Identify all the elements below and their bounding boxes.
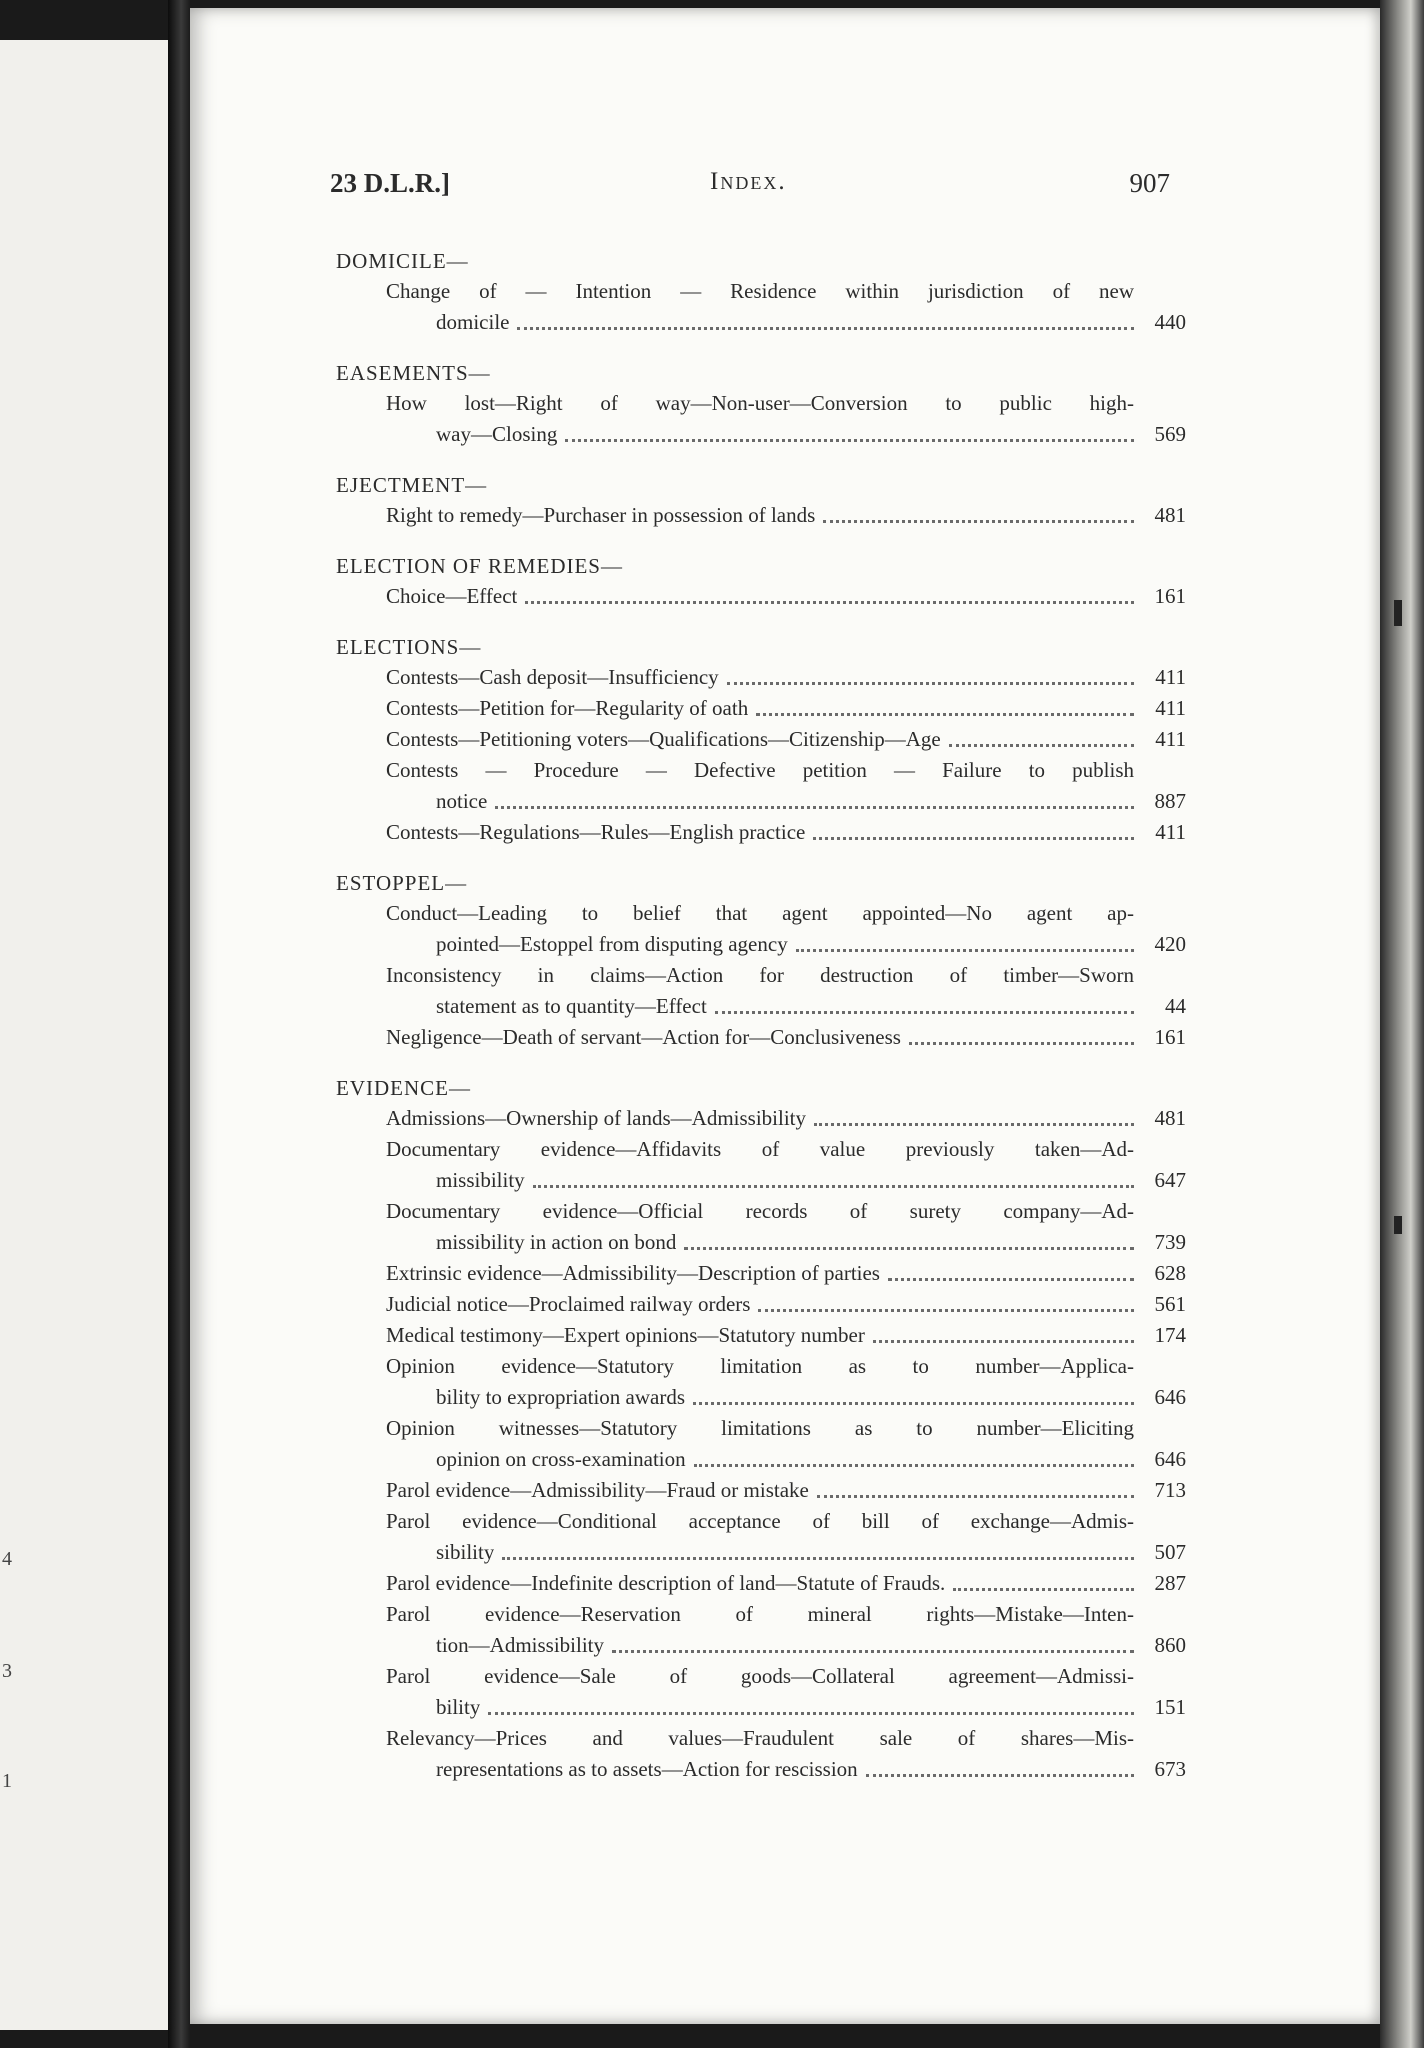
- entry-line: [386, 581, 1186, 612]
- page-number: 907: [1129, 168, 1170, 198]
- index-section: [336, 1073, 1186, 1785]
- index-entry: [386, 1723, 1186, 1785]
- entry-text: Relevancy—Prices and values—Fraudulent sale of shares—Mis-: [386, 1726, 1134, 1750]
- index-entry: [386, 581, 1186, 612]
- entry-text: sibility: [436, 1540, 495, 1564]
- section-heading: EVIDENCE—: [336, 1076, 471, 1100]
- entry-line: [386, 1537, 1186, 1568]
- dot-leader: [953, 1576, 1134, 1591]
- dot-leader: [533, 1173, 1134, 1188]
- entry-line: [386, 898, 1186, 929]
- section-heading: ELECTIONS—: [336, 635, 482, 659]
- entry-text: Contests — Procedure — Defective petition — Failure to publish: [386, 758, 1134, 782]
- page-reference: 440: [1154, 310, 1186, 334]
- page-reference: 646: [1154, 1385, 1186, 1409]
- index-entry: [386, 1475, 1186, 1506]
- index-entry: [386, 1103, 1186, 1134]
- entry-line: [386, 1320, 1186, 1351]
- entry-line: [386, 1568, 1186, 1599]
- index-page: [190, 8, 1380, 2024]
- entry-text: tion—Admissibility: [436, 1633, 605, 1657]
- running-header: [330, 168, 1170, 208]
- index-entry: [386, 1599, 1186, 1661]
- index-entry: [386, 1568, 1186, 1599]
- entry-line: [386, 755, 1186, 786]
- section-heading: EJECTMENT—: [336, 473, 488, 497]
- entry-line: [386, 1475, 1186, 1506]
- page-reference: 420: [1154, 932, 1186, 956]
- page-reference: 174: [1154, 1323, 1186, 1347]
- entry-text: missibility: [436, 1168, 525, 1192]
- entry-text: opinion on cross-examination: [436, 1447, 686, 1471]
- entry-line: [386, 929, 1186, 960]
- entry-text: Contests—Petitioning voters—Qualifications—Citizenship—Age: [386, 727, 941, 751]
- entry-text: Opinion witnesses—Statutory limitations as to number—Eliciting: [386, 1416, 1134, 1440]
- index-entry: [386, 693, 1186, 724]
- entry-line: [386, 1196, 1186, 1227]
- entry-text: bility to expropriation awards: [436, 1385, 686, 1409]
- entry-text: missibility in action on bond: [436, 1230, 677, 1254]
- margin-mark: 4: [2, 1548, 12, 1570]
- entry-text: Extrinsic evidence—Admissibility—Description of parties: [386, 1261, 880, 1285]
- entry-text: pointed—Estoppel from disputing agency: [436, 932, 788, 956]
- page-reference: 887: [1154, 789, 1186, 813]
- entry-text: Parol evidence—Indefinite description of land—Statute of Frauds.: [386, 1571, 946, 1595]
- page-reference: 569: [1154, 422, 1186, 446]
- entry-text: Choice—Effect: [386, 584, 518, 608]
- entry-line: [386, 307, 1186, 338]
- page-reference: 161: [1154, 1025, 1186, 1049]
- entry-line: [386, 1289, 1186, 1320]
- entry-line: [386, 1723, 1186, 1754]
- entry-text: Conduct—Leading to belief that agent appointed—No agent ap-: [386, 901, 1134, 925]
- entry-text: Opinion evidence—Statutory limitation as to number—Applica-: [386, 1354, 1134, 1378]
- index-entry: [386, 1320, 1186, 1351]
- dot-leader: [817, 1483, 1134, 1498]
- entry-line: [386, 1022, 1186, 1053]
- section-heading: EASEMENTS—: [336, 361, 491, 385]
- dot-leader: [758, 1297, 1134, 1312]
- entry-line: [386, 419, 1186, 450]
- dot-leader: [495, 794, 1134, 809]
- entry-line: [386, 1413, 1186, 1444]
- index-entry: [386, 1258, 1186, 1289]
- page-reference: 411: [1155, 820, 1186, 844]
- dot-leader: [814, 1111, 1134, 1126]
- dot-leader: [796, 937, 1134, 952]
- page-reference: 646: [1154, 1447, 1186, 1471]
- entry-text: Judicial notice—Proclaimed railway orders: [386, 1292, 751, 1316]
- entry-line: [386, 960, 1186, 991]
- index-entry: [386, 724, 1186, 755]
- page-stack-edge: [1380, 0, 1424, 2048]
- index-entry: [386, 1413, 1186, 1475]
- dot-leader: [727, 670, 1134, 685]
- entry-line: [386, 1165, 1186, 1196]
- dot-leader: [715, 999, 1134, 1014]
- index-entry: [386, 1022, 1186, 1053]
- index-content: [336, 246, 1186, 1805]
- entry-text: way—Closing: [436, 422, 558, 446]
- dot-leader: [949, 732, 1134, 747]
- margin-mark: 3: [2, 1660, 12, 1682]
- dot-leader: [488, 1700, 1134, 1715]
- entry-line: [386, 388, 1186, 419]
- page-reference: 481: [1154, 1106, 1186, 1130]
- page-reference: 161: [1154, 584, 1186, 608]
- dot-leader: [525, 589, 1134, 604]
- entry-line: [386, 276, 1186, 307]
- section-heading: ELECTION OF REMEDIES—: [336, 554, 623, 578]
- entry-text: Inconsistency in claims—Action for destruction of timber—Sworn: [386, 963, 1134, 987]
- index-section: [336, 551, 1186, 612]
- page-reference: 481: [1154, 503, 1186, 527]
- entry-line: [386, 991, 1186, 1022]
- entry-line: [386, 1661, 1186, 1692]
- page-reference: 739: [1154, 1230, 1186, 1254]
- page-reference: 647: [1154, 1168, 1186, 1192]
- entry-line: [386, 786, 1186, 817]
- entry-text: Medical testimony—Expert opinions—Statutory number: [386, 1323, 865, 1347]
- index-section: [336, 358, 1186, 450]
- entry-line: [386, 662, 1186, 693]
- entry-text: Documentary evidence—Official records of surety company—Ad-: [386, 1199, 1134, 1223]
- index-entry: [386, 898, 1186, 960]
- entry-text: bility: [436, 1695, 481, 1719]
- entry-line: [386, 1506, 1186, 1537]
- page-reference: 411: [1155, 727, 1186, 751]
- entry-text: domicile: [436, 310, 510, 334]
- page-reference: 673: [1154, 1757, 1186, 1781]
- dot-leader: [612, 1638, 1134, 1653]
- page-reference: 151: [1154, 1695, 1186, 1719]
- entry-text: notice: [436, 789, 488, 813]
- dot-leader: [756, 701, 1134, 716]
- dot-leader: [823, 508, 1134, 523]
- volume-reference: 23 D.L.R.]: [330, 168, 450, 198]
- index-section: [336, 632, 1186, 848]
- entry-text: Admissions—Ownership of lands—Admissibility: [386, 1106, 807, 1130]
- page-reference: 411: [1155, 665, 1186, 689]
- dot-leader: [502, 1545, 1134, 1560]
- facing-page-edge: [0, 40, 168, 2030]
- entry-text: Negligence—Death of servant—Action for—Conclusiveness: [386, 1025, 901, 1049]
- entry-text: Parol evidence—Reservation of mineral rights—Mistake—Inten-: [386, 1602, 1134, 1626]
- page-reference: 411: [1155, 696, 1186, 720]
- index-entry: [386, 960, 1186, 1022]
- entry-text: Change of — Intention — Residence within jurisdiction of new: [386, 279, 1134, 303]
- index-entry: [386, 755, 1186, 817]
- dot-leader: [565, 427, 1134, 442]
- entry-line: [386, 1444, 1186, 1475]
- dot-leader: [693, 1390, 1134, 1405]
- section-heading: ESTOPPEL—: [336, 871, 468, 895]
- page-reference: 713: [1154, 1478, 1186, 1502]
- page-reference: 628: [1154, 1261, 1186, 1285]
- index-entry: [386, 388, 1186, 450]
- entry-line: [386, 1351, 1186, 1382]
- entry-text: Parol evidence—Conditional acceptance of bill of exchange—Admis-: [386, 1509, 1134, 1533]
- entry-text: Parol evidence—Sale of goods—Collateral agreement—Admissi-: [386, 1664, 1134, 1688]
- entry-line: [386, 500, 1186, 531]
- index-entry: [386, 1506, 1186, 1568]
- entry-text: Right to remedy—Purchaser in possession of lands: [386, 503, 816, 527]
- index-section: [336, 470, 1186, 531]
- page-reference: 507: [1154, 1540, 1186, 1564]
- entry-line: [386, 1692, 1186, 1723]
- page-reference: 860: [1154, 1633, 1186, 1657]
- entry-text: How lost—Right of way—Non-user—Conversion to public high-: [386, 391, 1134, 415]
- page-reference: 287: [1154, 1571, 1186, 1595]
- index-entry: [386, 1661, 1186, 1723]
- index-section: [336, 868, 1186, 1053]
- index-entry: [386, 1196, 1186, 1258]
- dot-leader: [873, 1328, 1134, 1343]
- entry-text: Contests—Cash deposit—Insufficiency: [386, 665, 719, 689]
- index-entry: [386, 1351, 1186, 1413]
- index-entry: [386, 1289, 1186, 1320]
- entry-text: Contests—Petition for—Regularity of oath: [386, 696, 749, 720]
- entry-line: [386, 1382, 1186, 1413]
- entry-line: [386, 1754, 1186, 1785]
- index-entry: [386, 500, 1186, 531]
- entry-line: [386, 1103, 1186, 1134]
- dot-leader: [694, 1452, 1134, 1467]
- dot-leader: [813, 825, 1134, 840]
- entry-line: [386, 1258, 1186, 1289]
- entry-line: [386, 1599, 1186, 1630]
- entry-text: Parol evidence—Admissibility—Fraud or mistake: [386, 1478, 809, 1502]
- entry-line: [386, 693, 1186, 724]
- book-gutter: [168, 0, 190, 2048]
- page-title: Index.: [710, 168, 787, 195]
- index-entry: [386, 662, 1186, 693]
- entry-text: statement as to quantity—Effect: [436, 994, 707, 1018]
- dot-leader: [684, 1235, 1134, 1250]
- section-heading: DOMICILE—: [336, 249, 469, 273]
- index-entry: [386, 817, 1186, 848]
- entry-line: [386, 1134, 1186, 1165]
- entry-line: [386, 1227, 1186, 1258]
- entry-line: [386, 724, 1186, 755]
- entry-line: [386, 1630, 1186, 1661]
- entry-line: [386, 817, 1186, 848]
- entry-text: Documentary evidence—Affidavits of value previously taken—Ad-: [386, 1137, 1134, 1161]
- margin-mark: 1: [2, 1770, 12, 1792]
- index-entry: [386, 1134, 1186, 1196]
- page-reference: 561: [1154, 1292, 1186, 1316]
- index-section: [336, 246, 1186, 338]
- dot-leader: [517, 315, 1134, 330]
- entry-text: representations as to assets—Action for rescission: [436, 1757, 858, 1781]
- dot-leader: [888, 1266, 1134, 1281]
- dot-leader: [866, 1762, 1134, 1777]
- page-reference: 44: [1165, 994, 1186, 1018]
- entry-text: Contests—Regulations—Rules—English practice: [386, 820, 806, 844]
- index-entry: [386, 276, 1186, 338]
- dot-leader: [909, 1030, 1134, 1045]
